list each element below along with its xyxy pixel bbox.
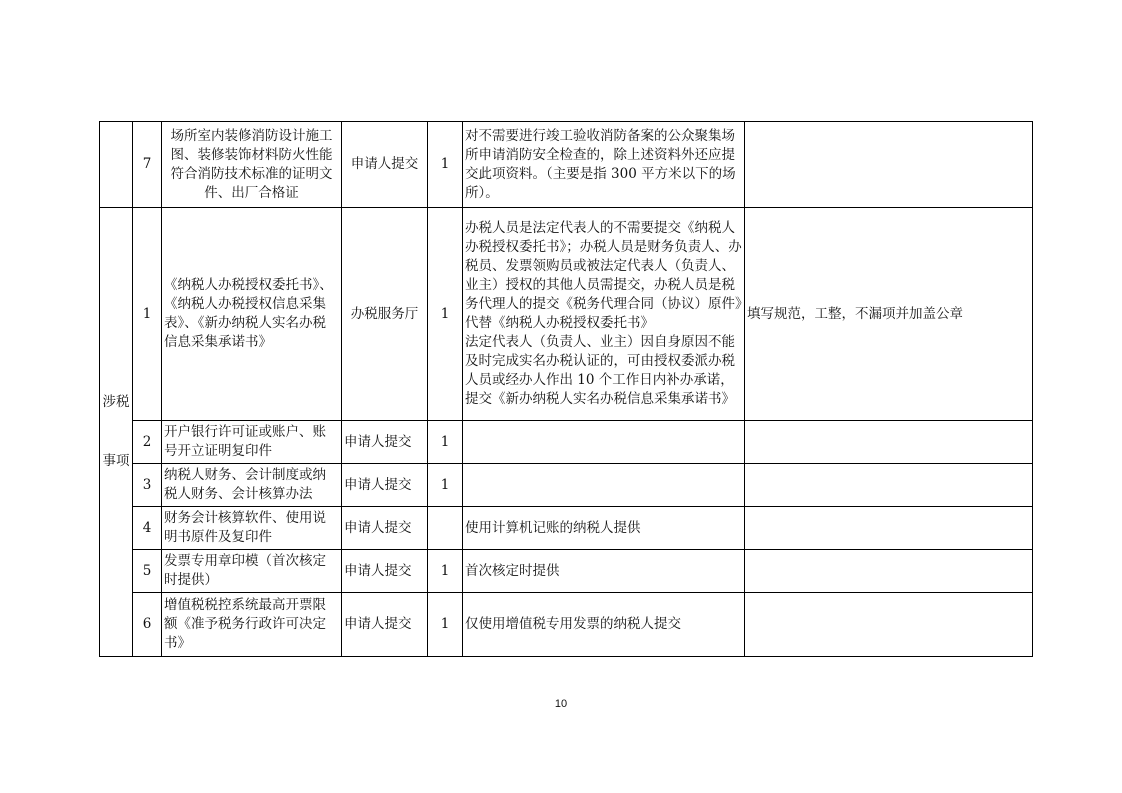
material-requirement-empty [745,593,1033,657]
row-number: 4 [133,507,162,550]
table-row [100,464,1033,507]
page-number: 10 [554,698,568,710]
category-spacer [102,412,130,452]
table-row [100,593,1033,657]
material-quantity: 1 [428,122,463,208]
material-note: 使用计算机记账的纳税人提供 [463,507,745,550]
material-requirement [745,122,1033,208]
material-note: 仅使用增值税专用发票的纳税人提交 [463,593,745,657]
material-quantity [428,507,463,550]
material-source: 办税服务厅 [342,208,428,421]
material-requirement: 填写规范，工整，不漏项并加盖公章 [745,208,1033,421]
category-cell-empty [100,122,133,208]
row-number: 5 [133,550,162,593]
material-source: 申请人提交 [342,421,428,464]
material-requirement-empty [745,550,1033,593]
material-requirement-empty [745,507,1033,550]
material-name: 财务会计核算软件、使用说明书原件及复印件 [162,507,342,550]
material-note: 首次核定时提供 [463,550,745,593]
table-row [100,550,1033,593]
material-name: 纳税人财务、会计制度或纳税人财务、会计核算办法 [162,464,342,507]
material-note [463,208,745,421]
material-source: 申请人提交 [342,507,428,550]
row-number: 1 [133,208,162,421]
material-note: 对不需要进行竣工验收消防备案的公众聚集场所申请消防安全检查的，除上述资料外还应提交此项资料。（主要是指 300 平方米以下的场所）。 [463,122,745,208]
material-quantity: 1 [428,421,463,464]
material-name: 增值税税控系统最高开票限额《准予税务行政许可决定书》 [162,593,342,657]
material-name: 发票专用章印模（首次核定时提供） [162,550,342,593]
material-quantity: 1 [428,550,463,593]
materials-table [99,121,1033,657]
row-number: 3 [133,464,162,507]
material-name: 《纳税人办税授权委托书》、《纳税人办税授权信息采集表》、《新办纳税人实名办税信息采集承诺书》 [162,208,342,421]
material-source: 申请人提交 [342,122,428,208]
category-label-line1: 涉税 [102,394,130,410]
material-quantity: 1 [428,208,463,421]
material-name: 场所室内装修消防设计施工图、装修装饰材料防火性能符合消防技术标准的证明文件、出厂合格证 [162,122,342,208]
table-row [100,507,1033,550]
material-quantity: 1 [428,464,463,507]
material-requirement-empty [745,464,1033,507]
material-quantity: 1 [428,593,463,657]
row-number: 6 [133,593,162,657]
category-label-line2: 事项 [102,453,130,469]
table-row [100,208,1033,421]
category-cell-tax [100,208,133,657]
material-name: 开户银行许可证或账户、账号开立证明复印件 [162,421,342,464]
row-number: 7 [133,122,162,208]
row-number: 2 [133,421,162,464]
material-requirement-empty [745,421,1033,464]
material-note [463,464,745,507]
note-part-2: 法定代表人（负责人、业主）因自身原因不能及时完成实名办税认证的，可由授权委派办税人员或经办人作出 10 个工作日内补办承诺，提交《新办纳税人实名办税信息采集承诺书》 [465,334,735,407]
material-source: 申请人提交 [342,593,428,657]
table-row [100,421,1033,464]
note-part-1: 办税人员是法定代表人的不需要提交《纳税人办税授权委托书》；办税人员是财务负责人、办税员、发票领购员或被法定代表人（负责人、业主）授权的其他人员需提交，办税人员是税务代理人的提交《税务代理合同（协议）原件》代替《纳税人办税授权委托书》 [465,220,742,331]
material-note [463,421,745,464]
material-source: 申请人提交 [342,464,428,507]
material-source: 申请人提交 [342,550,428,593]
table-row [100,122,1033,208]
